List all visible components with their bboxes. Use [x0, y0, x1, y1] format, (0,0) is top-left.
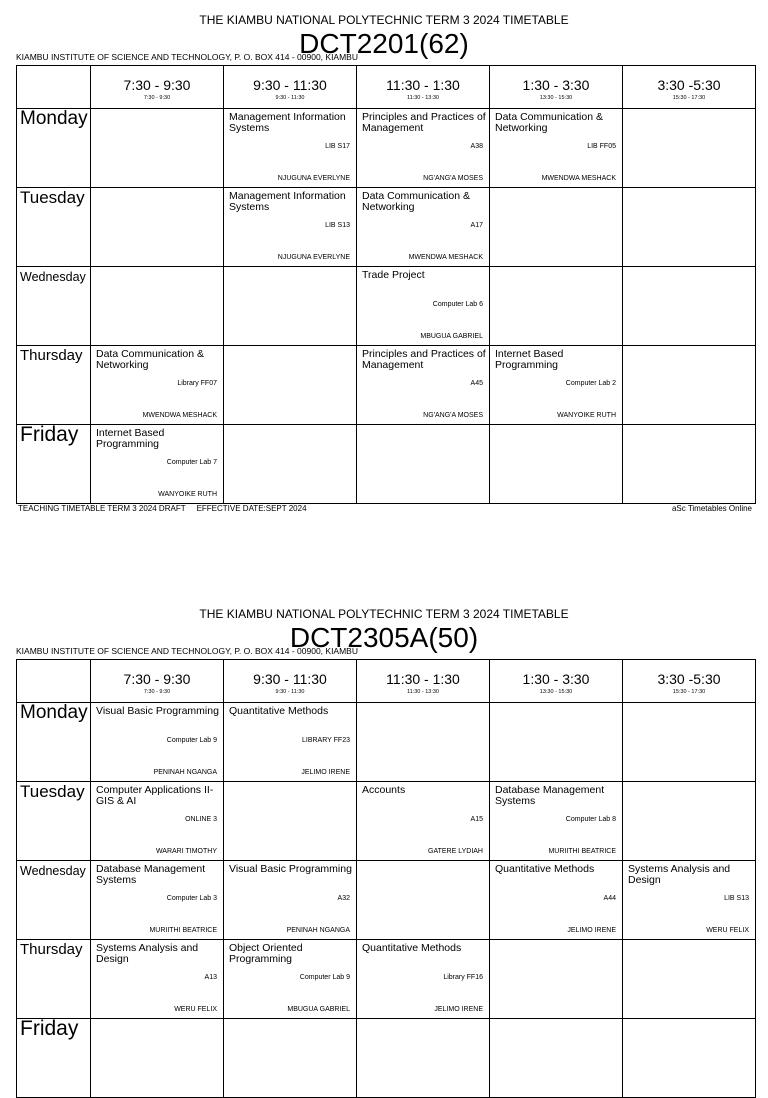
lesson-subject: Management Information Systems — [229, 190, 346, 213]
lesson-subject: Visual Basic Programming — [229, 863, 352, 875]
school-title: THE KIAMBU NATIONAL POLYTECHNIC TERM 3 2024 TIMETABLE — [199, 13, 569, 27]
empty-cell — [224, 267, 357, 346]
day-cell — [17, 267, 91, 346]
timeslot-sublabel: 15:30 - 17:30 — [672, 689, 706, 695]
lesson-subject: Internet Based Programming — [495, 348, 564, 371]
day-label: Friday — [20, 1018, 79, 1040]
lesson-subject: Database Management Systems — [495, 784, 605, 807]
lesson-teacher: MWENDWA MESHACK — [142, 412, 217, 419]
lesson-cell — [91, 346, 224, 425]
day-cell — [17, 861, 91, 940]
empty-cell — [623, 267, 756, 346]
lesson-teacher: NJUGUNA EVERLYNE — [277, 175, 350, 182]
lesson-teacher: MBUGUA GABRIEL — [287, 1006, 350, 1013]
empty-cell — [623, 346, 756, 425]
timeslot-header — [357, 660, 490, 703]
empty-cell — [224, 1019, 357, 1098]
timeslot-header — [623, 66, 756, 109]
day-row — [17, 703, 756, 782]
school-title: THE KIAMBU NATIONAL POLYTECHNIC TERM 3 2024 TIMETABLE — [199, 607, 569, 621]
lesson-cell — [224, 703, 357, 782]
day-cell — [17, 346, 91, 425]
day-row — [17, 425, 756, 504]
timeslot-header — [490, 660, 623, 703]
empty-cell — [490, 940, 623, 1019]
day-cell — [17, 109, 91, 188]
day-row — [17, 267, 756, 346]
day-label: Tuesday — [20, 782, 85, 801]
timeslot-header — [224, 66, 357, 109]
lesson-cell — [91, 782, 224, 861]
empty-cell — [224, 425, 357, 504]
timeslot-label: 7:30 - 9:30 — [123, 671, 191, 687]
timeslot-header — [623, 660, 756, 703]
lesson-subject: Database Management Systems — [96, 863, 206, 886]
lesson-teacher: MURIITHI BEATRICE — [149, 927, 217, 934]
day-cell — [17, 425, 91, 504]
day-label: Wednesday — [20, 270, 86, 284]
header-row — [17, 66, 756, 109]
lesson-subject: Quantitative Methods — [495, 863, 595, 875]
timeslot-sublabel: 13:30 - 15:30 — [539, 95, 573, 101]
day-cell — [17, 703, 91, 782]
timeslot-sublabel: 7:30 - 9:30 — [143, 95, 171, 101]
lesson-cell — [91, 425, 224, 504]
empty-cell — [490, 703, 623, 782]
empty-cell — [224, 782, 357, 861]
lesson-subject: Accounts — [362, 784, 406, 796]
lesson-room: A38 — [470, 143, 483, 150]
lesson-room: A15 — [470, 816, 483, 823]
empty-cell — [357, 425, 490, 504]
lesson-cell — [357, 267, 490, 346]
lesson-room: Computer Lab 6 — [432, 301, 483, 308]
lesson-teacher: NG'ANG'A MOSES — [423, 175, 483, 182]
empty-cell — [91, 109, 224, 188]
lesson-room: LIB S17 — [325, 143, 350, 150]
lesson-room: Computer Lab 2 — [565, 380, 616, 387]
empty-cell — [357, 703, 490, 782]
lesson-cell — [490, 109, 623, 188]
lesson-room: A17 — [470, 222, 483, 229]
day-label: Friday — [20, 424, 79, 446]
lesson-room: Computer Lab 7 — [166, 459, 217, 466]
timeslot-sublabel: 13:30 - 15:30 — [539, 689, 573, 695]
lesson-teacher: JELIMO IRENE — [301, 769, 350, 776]
lesson-room: Computer Lab 3 — [166, 895, 217, 902]
empty-cell — [91, 267, 224, 346]
lesson-teacher: WANYOIKE RUTH — [557, 412, 616, 419]
lesson-teacher: WANYOIKE RUTH — [158, 491, 217, 498]
day-label: Thursday — [20, 347, 83, 364]
timetable-grid — [16, 659, 756, 1098]
lesson-cell — [224, 109, 357, 188]
empty-cell — [490, 1019, 623, 1098]
lesson-teacher: JELIMO IRENE — [567, 927, 616, 934]
header-row — [17, 660, 756, 703]
empty-cell — [224, 346, 357, 425]
lesson-cell — [224, 861, 357, 940]
lesson-room: LIB FF05 — [587, 143, 616, 150]
timeslot-sublabel: 9:30 - 11:30 — [275, 689, 305, 695]
lesson-teacher: MWENDWA MESHACK — [541, 175, 616, 182]
lesson-room: Computer Lab 8 — [565, 816, 616, 823]
lesson-cell — [357, 188, 490, 267]
empty-cell — [623, 703, 756, 782]
empty-cell — [490, 425, 623, 504]
lesson-teacher: WERU FELIX — [174, 1006, 217, 1013]
institute-address: KIAMBU INSTITUTE OF SCIENCE AND TECHNOLOGY, P. O. BOX 414 - 00900, KIAMBU — [16, 646, 358, 656]
lesson-room: Library FF07 — [177, 380, 217, 387]
day-row — [17, 109, 756, 188]
timeslot-header — [91, 66, 224, 109]
lesson-cell — [224, 188, 357, 267]
empty-cell — [623, 940, 756, 1019]
lesson-subject: Trade Project — [362, 269, 425, 281]
lesson-room: A32 — [337, 895, 350, 902]
day-cell — [17, 782, 91, 861]
corner-cell — [17, 660, 91, 703]
empty-cell — [623, 425, 756, 504]
lesson-room: Library FF16 — [443, 974, 483, 981]
lesson-teacher: PENINAH NGANGA — [286, 927, 350, 934]
empty-cell — [357, 1019, 490, 1098]
timeslot-header — [224, 660, 357, 703]
lesson-subject: Object Oriented Programming — [229, 942, 303, 965]
timeslot-label: 1:30 - 3:30 — [522, 671, 590, 687]
day-cell — [17, 1019, 91, 1098]
lesson-subject: Quantitative Methods — [229, 705, 329, 717]
timeslot-sublabel: 9:30 - 11:30 — [275, 95, 305, 101]
lesson-subject: Management Information Systems — [229, 111, 346, 134]
lesson-cell — [91, 940, 224, 1019]
empty-cell — [623, 109, 756, 188]
empty-cell — [623, 188, 756, 267]
timeslot-label: 11:30 - 1:30 — [386, 77, 460, 93]
timeslot-sublabel: 11:30 - 13:30 — [406, 95, 439, 101]
lesson-cell — [357, 782, 490, 861]
lesson-subject: Principles and Practices of Management — [362, 348, 486, 371]
lesson-cell — [357, 346, 490, 425]
footer-credit: aSc Timetables Online — [671, 504, 752, 513]
empty-cell — [623, 1019, 756, 1098]
lesson-subject: Principles and Practices of Management — [362, 111, 486, 134]
lesson-teacher: GATERE LYDIAH — [428, 848, 483, 855]
lesson-subject: Data Communication & Networking — [96, 348, 204, 371]
lesson-cell — [623, 861, 756, 940]
timeslot-header — [490, 66, 623, 109]
lesson-cell — [224, 940, 357, 1019]
timeslot-header — [91, 660, 224, 703]
lesson-room: LIB S13 — [325, 222, 350, 229]
timeslot-header — [357, 66, 490, 109]
day-cell — [17, 188, 91, 267]
lesson-room: Computer Lab 9 — [299, 974, 350, 981]
lesson-teacher: MWENDWA MESHACK — [408, 254, 483, 261]
lesson-subject: Quantitative Methods — [362, 942, 462, 954]
lesson-teacher: NG'ANG'A MOSES — [423, 412, 483, 419]
lesson-room: LIB S13 — [724, 895, 749, 902]
lesson-subject: Computer Applications II- GIS & AI — [96, 784, 214, 807]
lesson-cell — [490, 782, 623, 861]
lesson-cell — [357, 940, 490, 1019]
timetable-grid — [16, 65, 756, 504]
lesson-teacher: JELIMO IRENE — [434, 1006, 483, 1013]
lesson-subject: Data Communication & Networking — [362, 190, 470, 213]
lesson-subject: Internet Based Programming — [96, 427, 165, 450]
lesson-teacher: NJUGUNA EVERLYNE — [277, 254, 350, 261]
day-label: Monday — [20, 702, 88, 723]
empty-cell — [357, 861, 490, 940]
day-label: Thursday — [20, 941, 83, 958]
lesson-subject: Systems Analysis and Design — [96, 942, 199, 965]
timeslot-label: 9:30 - 11:30 — [253, 77, 327, 93]
day-label: Wednesday — [20, 864, 86, 878]
lesson-cell — [357, 109, 490, 188]
lesson-room: A44 — [603, 895, 616, 902]
timeslot-label: 7:30 - 9:30 — [123, 77, 191, 93]
class-code: DCT2305A(50) — [289, 622, 479, 653]
timeslot-label: 9:30 - 11:30 — [253, 671, 327, 687]
lesson-subject: Systems Analysis and Design — [628, 863, 731, 886]
lesson-room: Computer Lab 9 — [166, 737, 217, 744]
timeslot-sublabel: 15:30 - 17:30 — [672, 95, 706, 101]
lesson-teacher: MURIITHI BEATRICE — [548, 848, 616, 855]
institute-address: KIAMBU INSTITUTE OF SCIENCE AND TECHNOLOGY, P. O. BOX 414 - 00900, KIAMBU — [16, 52, 358, 62]
empty-cell — [490, 188, 623, 267]
lesson-room: A13 — [204, 974, 217, 981]
timeslot-label: 3:30 -5:30 — [657, 77, 721, 93]
empty-cell — [490, 267, 623, 346]
empty-cell — [91, 1019, 224, 1098]
corner-cell — [17, 66, 91, 109]
empty-cell — [623, 782, 756, 861]
day-row — [17, 861, 756, 940]
lesson-room: ONLINE 3 — [185, 816, 217, 823]
empty-cell — [91, 188, 224, 267]
lesson-cell — [490, 861, 623, 940]
footer-note: TEACHING TIMETABLE TERM 3 2024 DRAFT EFFECTIVE DATE:SEPT 2024 — [18, 504, 307, 513]
day-label: Monday — [20, 108, 88, 129]
day-row — [17, 188, 756, 267]
lesson-teacher: WERU FELIX — [706, 927, 749, 934]
timeslot-label: 11:30 - 1:30 — [386, 671, 460, 687]
lesson-room: LIBRARY FF23 — [302, 737, 350, 744]
timeslot-label: 1:30 - 3:30 — [522, 77, 590, 93]
day-row — [17, 346, 756, 425]
lesson-subject: Visual Basic Programming — [96, 705, 219, 717]
lesson-room: A45 — [470, 380, 483, 387]
timeslot-sublabel: 11:30 - 13:30 — [406, 689, 439, 695]
lesson-cell — [91, 861, 224, 940]
day-cell — [17, 940, 91, 1019]
day-row — [17, 1019, 756, 1098]
day-row — [17, 782, 756, 861]
lesson-teacher: WARARI TIMOTHY — [155, 848, 217, 855]
timeslot-sublabel: 7:30 - 9:30 — [143, 689, 171, 695]
lesson-teacher: PENINAH NGANGA — [153, 769, 217, 776]
lesson-cell — [91, 703, 224, 782]
lesson-cell — [490, 346, 623, 425]
class-code: DCT2201(62) — [299, 28, 469, 59]
lesson-subject: Data Communication & Networking — [495, 111, 603, 134]
timeslot-label: 3:30 -5:30 — [657, 671, 721, 687]
day-label: Tuesday — [20, 188, 85, 207]
day-row — [17, 940, 756, 1019]
lesson-teacher: MBUGUA GABRIEL — [420, 333, 483, 340]
